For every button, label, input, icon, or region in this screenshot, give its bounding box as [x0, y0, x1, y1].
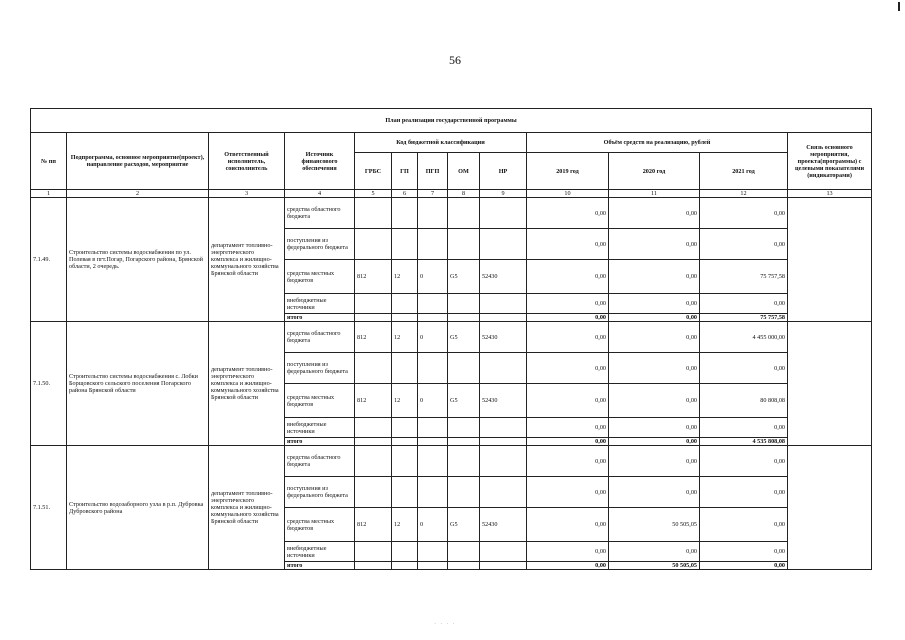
empty-code-cell — [480, 438, 527, 446]
header-om: ОМ — [448, 153, 480, 190]
gp-code — [392, 477, 418, 508]
total-2019: 0,00 — [527, 562, 609, 570]
gp-code — [392, 542, 418, 562]
empty-code-cell — [418, 314, 448, 322]
amount-2021: 0,00 — [700, 508, 788, 542]
row-name: Строительство системы водоснабжения по ул. Полевая в пгт.Погар, Погарского района, Брянской области, 2 очередь. — [67, 198, 209, 322]
total-2020: 0,00 — [609, 438, 700, 446]
nr-code — [480, 294, 527, 314]
gp-code — [392, 229, 418, 260]
grbs-code: 812 — [355, 384, 392, 418]
row-id: 7.1.49. — [31, 198, 67, 322]
empty-code-cell — [480, 314, 527, 322]
column-number: 6 — [392, 190, 418, 198]
row-id: 7.1.50. — [31, 322, 67, 446]
nr-code — [480, 446, 527, 477]
pgp-code — [418, 229, 448, 260]
page-number: 56 — [449, 53, 461, 67]
header-link: Связь основного мероприятия, проекта(программы) с целевыми показателями (индикаторами) — [788, 133, 872, 190]
total-2021: 75 757,58 — [700, 314, 788, 322]
empty-code-cell — [448, 314, 480, 322]
grbs-code: 812 — [355, 508, 392, 542]
empty-code-cell — [355, 438, 392, 446]
funding-source: средства местных бюджетов — [285, 384, 355, 418]
empty-code-cell — [448, 562, 480, 570]
column-number: 3 — [209, 190, 285, 198]
amount-2021: 0,00 — [700, 229, 788, 260]
funding-source: поступления из федерального бюджета — [285, 477, 355, 508]
amount-2021: 0,00 — [700, 477, 788, 508]
amount-2020: 0,00 — [609, 353, 700, 384]
amount-2021: 75 757,58 — [700, 260, 788, 294]
row-executor: департамент топливно-энергетического комплекса и жилищно-коммунального хозяйства Брянской области — [209, 198, 285, 322]
om-code — [448, 446, 480, 477]
nr-code — [480, 353, 527, 384]
pgp-code — [418, 353, 448, 384]
header-pgp: ПГП — [418, 153, 448, 190]
nr-code: 52430 — [480, 508, 527, 542]
amount-2020: 0,00 — [609, 477, 700, 508]
funding-source: средства местных бюджетов — [285, 508, 355, 542]
funding-source: поступления из федерального бюджета — [285, 353, 355, 384]
gp-code — [392, 294, 418, 314]
amount-2019: 0,00 — [527, 508, 609, 542]
header-volume: Объём средств на реализацию, рублей — [527, 133, 788, 153]
om-code: G5 — [448, 322, 480, 353]
amount-2019: 0,00 — [527, 477, 609, 508]
footer-smudge: · · · · — [434, 620, 456, 628]
funding-source: средства местных бюджетов — [285, 260, 355, 294]
pgp-code — [418, 294, 448, 314]
amount-2020: 0,00 — [609, 294, 700, 314]
indicator-link — [788, 322, 872, 446]
column-number: 11 — [609, 190, 700, 198]
grbs-code — [355, 198, 392, 229]
om-code: G5 — [448, 384, 480, 418]
nr-code — [480, 418, 527, 438]
om-code — [448, 418, 480, 438]
gp-code: 12 — [392, 508, 418, 542]
amount-2020: 0,00 — [609, 198, 700, 229]
total-label: итого — [285, 562, 355, 570]
amount-2021: 0,00 — [700, 446, 788, 477]
om-code — [448, 294, 480, 314]
nr-code — [480, 229, 527, 260]
empty-code-cell — [480, 562, 527, 570]
indicator-link — [788, 446, 872, 570]
funding-source: средства областного бюджета — [285, 198, 355, 229]
header-num: № пп — [31, 133, 67, 190]
total-2020: 50 505,05 — [609, 562, 700, 570]
column-number: 7 — [418, 190, 448, 198]
amount-2020: 0,00 — [609, 229, 700, 260]
pgp-code: 0 — [418, 260, 448, 294]
column-number: 5 — [355, 190, 392, 198]
column-number: 8 — [448, 190, 480, 198]
amount-2021: 0,00 — [700, 294, 788, 314]
column-number-row — [31, 190, 872, 198]
amount-2019: 0,00 — [527, 446, 609, 477]
gp-code — [392, 353, 418, 384]
gp-code — [392, 198, 418, 229]
amount-2021: 0,00 — [700, 198, 788, 229]
funding-source: внебюджетные источники — [285, 294, 355, 314]
amount-2019: 0,00 — [527, 294, 609, 314]
column-number: 13 — [788, 190, 872, 198]
row-name: Строительство водозаборного узла в р.п. Дубровка Дубровского района — [67, 446, 209, 570]
total-label: итого — [285, 438, 355, 446]
header-name: Подпрограмма, основное мероприятие(проект), направление расходов, мероприятие — [67, 133, 209, 190]
amount-2020: 0,00 — [609, 542, 700, 562]
amount-2020: 0,00 — [609, 260, 700, 294]
empty-code-cell — [355, 562, 392, 570]
amount-2020: 0,00 — [609, 384, 700, 418]
edge-mark — [898, 2, 900, 11]
column-number: 1 — [31, 190, 67, 198]
grbs-code — [355, 229, 392, 260]
total-2020: 0,00 — [609, 314, 700, 322]
om-code: G5 — [448, 508, 480, 542]
amount-2020: 0,00 — [609, 418, 700, 438]
pgp-code — [418, 198, 448, 229]
empty-code-cell — [355, 314, 392, 322]
pgp-code — [418, 418, 448, 438]
table-row — [31, 198, 872, 229]
gp-code — [392, 418, 418, 438]
header-budget-code: Код бюджетной классификации — [355, 133, 527, 153]
nr-code — [480, 198, 527, 229]
empty-code-cell — [418, 562, 448, 570]
row-name: Строительство системы водоснабжения с. Лобки Борщовского сельского поселения Погарского района Брянской области — [67, 322, 209, 446]
column-number: 10 — [527, 190, 609, 198]
grbs-code — [355, 477, 392, 508]
column-number: 2 — [67, 190, 209, 198]
om-code — [448, 353, 480, 384]
empty-code-cell — [392, 438, 418, 446]
om-code — [448, 477, 480, 508]
row-id: 7.1.51. — [31, 446, 67, 570]
amount-2019: 0,00 — [527, 384, 609, 418]
table-row — [31, 322, 872, 353]
funding-source: средства областного бюджета — [285, 322, 355, 353]
gp-code: 12 — [392, 384, 418, 418]
row-executor: департамент топливно-энергетического комплекса и жилищно-коммунального хозяйства Брянской области — [209, 446, 285, 570]
pgp-code: 0 — [418, 384, 448, 418]
total-label: итого — [285, 314, 355, 322]
header-2019: 2019 год — [527, 153, 609, 190]
nr-code: 52430 — [480, 260, 527, 294]
nr-code — [480, 477, 527, 508]
pgp-code: 0 — [418, 322, 448, 353]
amount-2021: 0,00 — [700, 418, 788, 438]
empty-code-cell — [418, 438, 448, 446]
column-number: 4 — [285, 190, 355, 198]
plan-table — [30, 108, 872, 570]
header-gp: ГП — [392, 153, 418, 190]
total-2021: 0,00 — [700, 562, 788, 570]
amount-2021: 80 808,08 — [700, 384, 788, 418]
amount-2020: 0,00 — [609, 322, 700, 353]
amount-2021: 0,00 — [700, 542, 788, 562]
empty-code-cell — [392, 314, 418, 322]
amount-2021: 4 455 000,00 — [700, 322, 788, 353]
funding-source: поступления из федерального бюджета — [285, 229, 355, 260]
header-executor: Ответственный исполнитель, соисполнитель — [209, 133, 285, 190]
column-number: 12 — [700, 190, 788, 198]
om-code — [448, 229, 480, 260]
amount-2019: 0,00 — [527, 322, 609, 353]
header-2021: 2021 год — [700, 153, 788, 190]
total-2019: 0,00 — [527, 438, 609, 446]
gp-code — [392, 446, 418, 477]
funding-source: средства областного бюджета — [285, 446, 355, 477]
table-title: План реализации государственной программы — [31, 109, 872, 133]
om-code — [448, 198, 480, 229]
pgp-code — [418, 477, 448, 508]
total-2021: 4 535 808,08 — [700, 438, 788, 446]
grbs-code: 812 — [355, 260, 392, 294]
amount-2020: 50 505,05 — [609, 508, 700, 542]
gp-code: 12 — [392, 260, 418, 294]
nr-code: 52430 — [480, 384, 527, 418]
empty-code-cell — [448, 438, 480, 446]
nr-code — [480, 542, 527, 562]
pgp-code: 0 — [418, 508, 448, 542]
header-grbs: ГРБС — [355, 153, 392, 190]
empty-code-cell — [392, 562, 418, 570]
header-source: Источник финансового обеспечения — [285, 133, 355, 190]
amount-2019: 0,00 — [527, 198, 609, 229]
column-number: 9 — [480, 190, 527, 198]
amount-2019: 0,00 — [527, 542, 609, 562]
gp-code: 12 — [392, 322, 418, 353]
amount-2019: 0,00 — [527, 260, 609, 294]
header-nr: НР — [480, 153, 527, 190]
amount-2019: 0,00 — [527, 418, 609, 438]
grbs-code: 812 — [355, 322, 392, 353]
amount-2021: 0,00 — [700, 353, 788, 384]
funding-source: внебюджетные источники — [285, 542, 355, 562]
funding-source: внебюджетные источники — [285, 418, 355, 438]
grbs-code — [355, 446, 392, 477]
header-2020: 2020 год — [609, 153, 700, 190]
total-2019: 0,00 — [527, 314, 609, 322]
pgp-code — [418, 446, 448, 477]
indicator-link — [788, 198, 872, 322]
grbs-code — [355, 542, 392, 562]
table-row — [31, 446, 872, 477]
row-executor: департамент топливно-энергетического комплекса и жилищно-коммунального хозяйства Брянской области — [209, 322, 285, 446]
amount-2019: 0,00 — [527, 229, 609, 260]
om-code: G5 — [448, 260, 480, 294]
grbs-code — [355, 294, 392, 314]
amount-2019: 0,00 — [527, 353, 609, 384]
nr-code: 52430 — [480, 322, 527, 353]
om-code — [448, 542, 480, 562]
grbs-code — [355, 418, 392, 438]
amount-2020: 0,00 — [609, 446, 700, 477]
grbs-code — [355, 353, 392, 384]
pgp-code — [418, 542, 448, 562]
